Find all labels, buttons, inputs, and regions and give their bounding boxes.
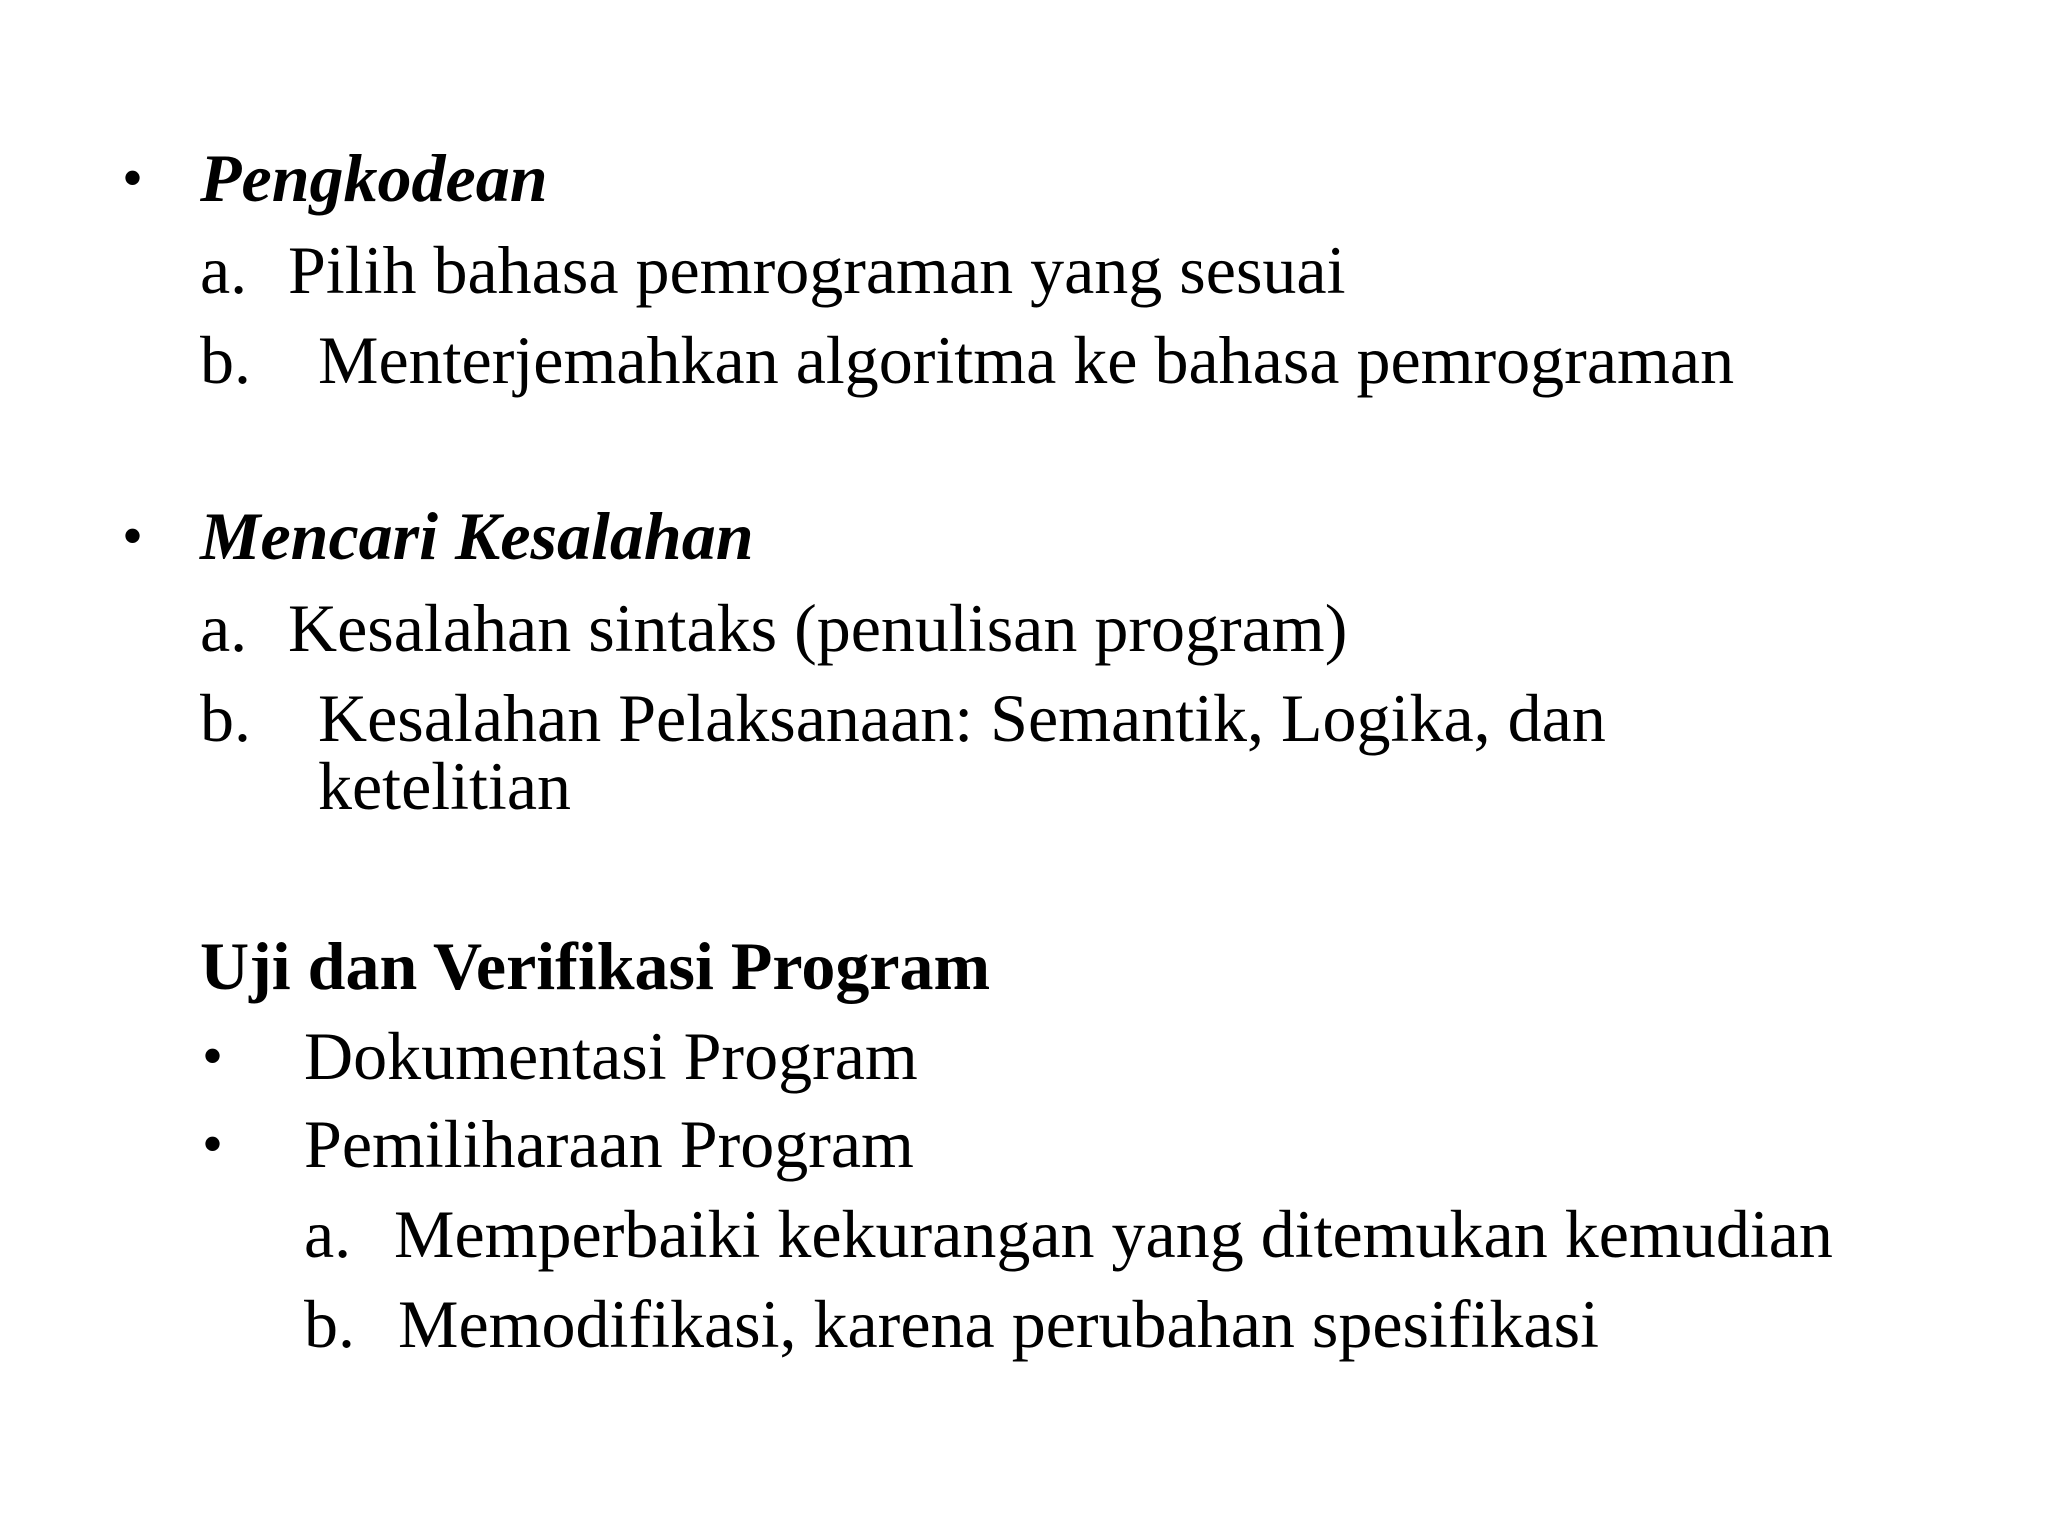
list-item: Kesalahan sintaks (penulisan program) [288, 590, 1348, 666]
list-marker: a. [200, 590, 248, 666]
section-heading-mencari-kesalahan: Mencari Kesalahan [200, 498, 754, 574]
bullet-icon: • [202, 1023, 224, 1089]
list-marker: b. [200, 680, 251, 756]
list-item: Memodifikasi, karena perubahan spesifikasi [398, 1286, 1599, 1362]
bullet-icon: • [122, 503, 144, 569]
list-item: Dokumentasi Program [304, 1018, 918, 1094]
list-item: Kesalahan Pelaksanaan: Semantik, Logika, dan [318, 680, 1606, 756]
list-marker: b. [304, 1286, 355, 1362]
list-item-continuation: ketelitian [318, 748, 572, 824]
list-marker: a. [304, 1196, 352, 1272]
list-item: Pilih bahasa pemrograman yang sesuai [288, 232, 1346, 308]
list-item: Pemiliharaan Program [304, 1106, 914, 1182]
list-item: Menterjemahkan algoritma ke bahasa pemrograman [318, 322, 1735, 398]
bullet-icon: • [122, 145, 144, 211]
list-marker: a. [200, 232, 248, 308]
list-item: Memperbaiki kekurangan yang ditemukan kemudian [394, 1196, 1833, 1272]
list-marker: b. [200, 322, 251, 398]
bullet-icon: • [202, 1111, 224, 1177]
section-heading-uji-verifikasi: Uji dan Verifikasi Program [200, 928, 991, 1004]
section-heading-pengkodean: Pengkodean [200, 140, 548, 216]
